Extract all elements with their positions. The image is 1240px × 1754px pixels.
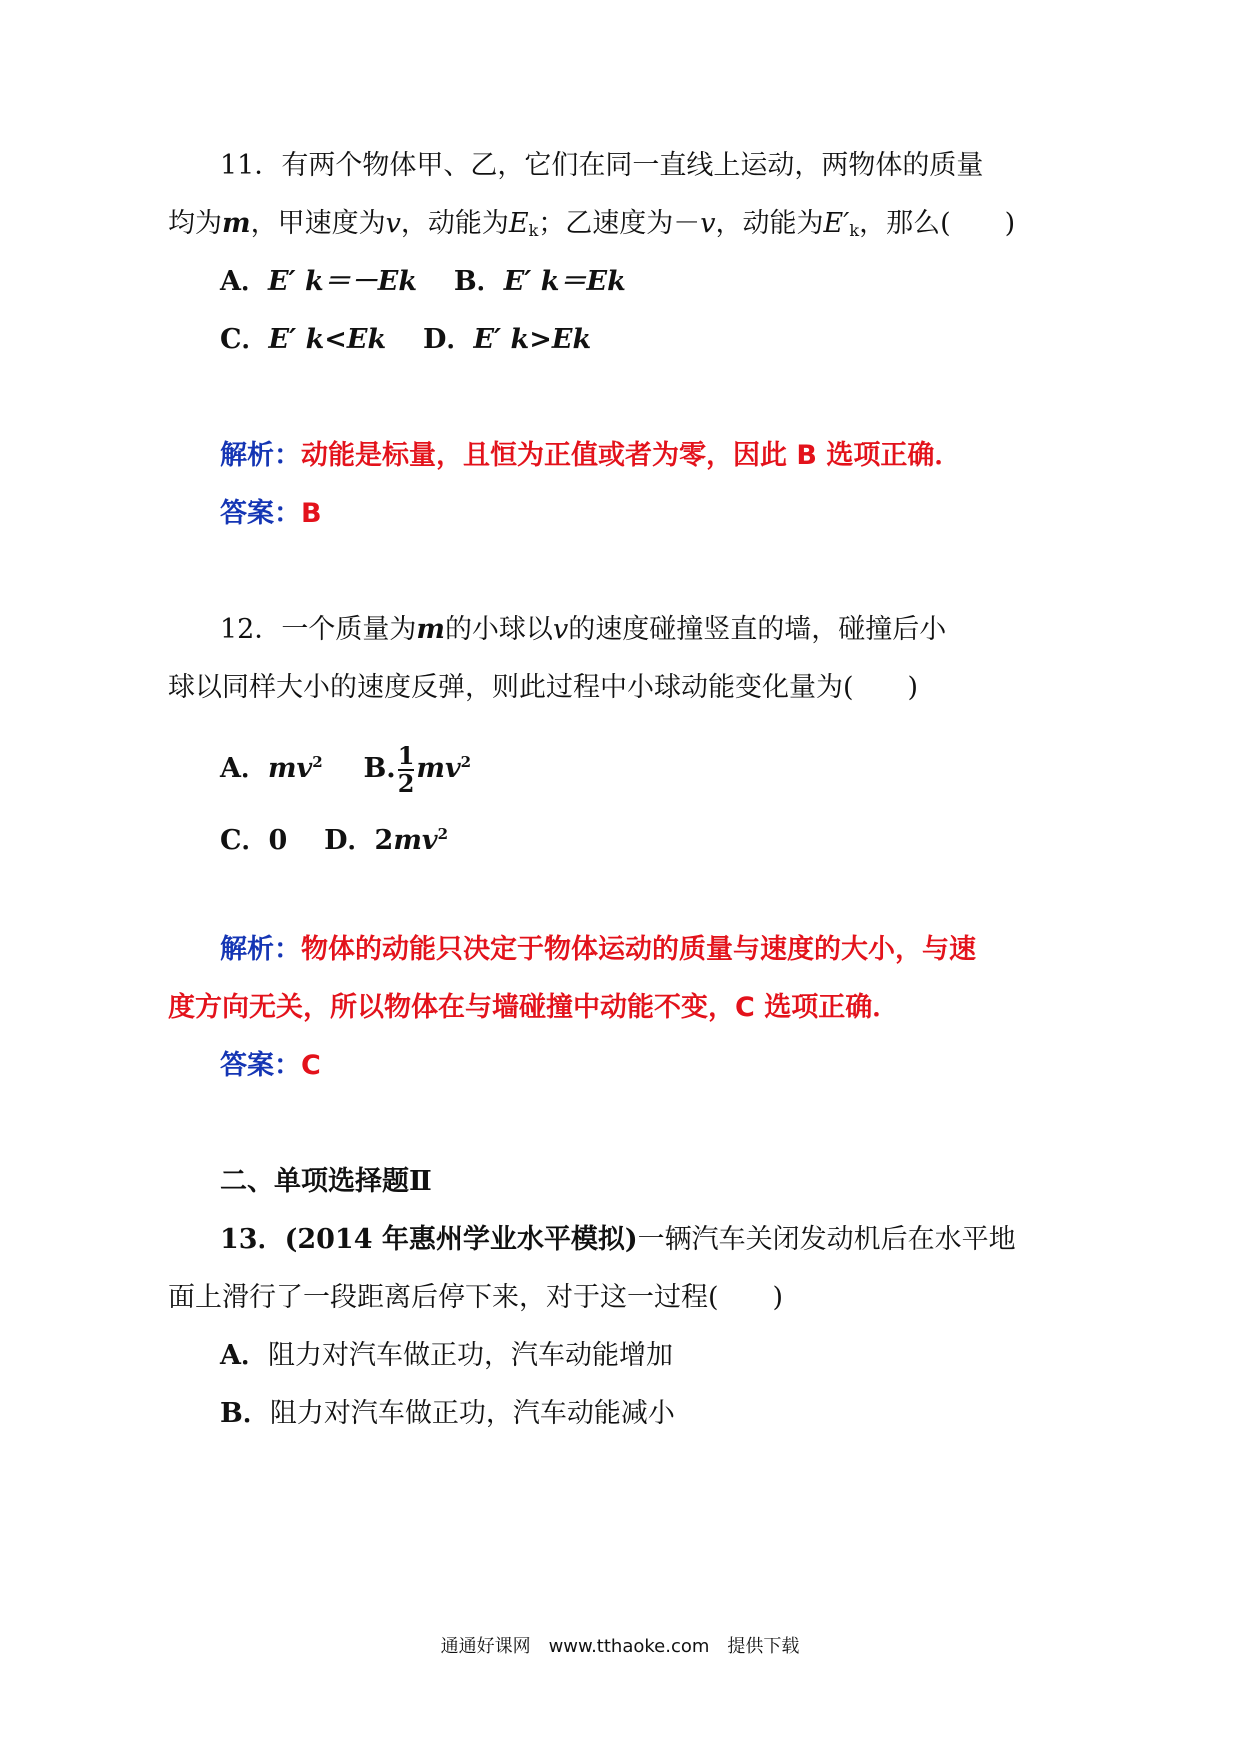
q12-text: 12．一个质量为: [220, 614, 417, 645]
option-d-label: D．: [324, 825, 375, 856]
q12-line2: [168, 668, 918, 708]
fraction-one-half: [397, 740, 415, 798]
option-a-label: A．: [220, 266, 268, 297]
var-E-prime: E′: [823, 208, 850, 239]
answer-label: 答案：: [220, 498, 301, 529]
analysis-label: 解析：: [220, 440, 301, 471]
fraction-denominator: 2: [397, 768, 415, 798]
q12-analysis-line2: [168, 988, 899, 1028]
q12-line1: [220, 610, 946, 650]
answer-value: C: [301, 1050, 321, 1081]
option-a-label: A．: [220, 1340, 268, 1371]
option-b-text: mv: [416, 753, 461, 784]
exponent: 2: [460, 753, 472, 771]
q12-answer: [220, 1046, 321, 1086]
q12-options-cd: [220, 814, 448, 861]
exponent: 2: [312, 753, 323, 771]
q13-source: 13．(2014 年惠州学业水平模拟): [220, 1224, 638, 1255]
exponent: 2: [437, 825, 449, 843]
option-b-label: B．: [453, 266, 504, 297]
q13-line2: [168, 1278, 783, 1318]
option-d-coefficient: 2: [374, 825, 394, 856]
option-d-text: mv: [393, 825, 438, 856]
option-a-text: 阻力对汽车做正功，汽车动能增加: [267, 1340, 673, 1371]
option-a-text: E′ k＝－Ek: [267, 266, 418, 297]
option-a-label: A．: [220, 753, 268, 784]
section-title-text: 二、单项选择题Ⅱ: [220, 1166, 432, 1197]
q11-text: ，那么( ): [859, 208, 1016, 239]
option-b-label: B．: [220, 1398, 270, 1429]
var-E: E: [508, 208, 529, 239]
answer-value: B: [301, 498, 322, 529]
option-c-text: E′ k<Ek: [268, 324, 387, 355]
option-c-label: C．: [220, 324, 269, 355]
var-m: m: [416, 614, 445, 645]
var-v: v: [700, 208, 716, 239]
option-b-text: E′ k＝Ek: [503, 266, 626, 297]
section-title: [220, 1162, 432, 1202]
var-v: v: [552, 614, 569, 645]
q11-options-cd: [220, 320, 591, 360]
analysis-text: 物体的动能只决定于物体运动的质量与速度的大小，与速: [301, 934, 976, 965]
q13-option-a: [220, 1336, 673, 1376]
option-a-text: mv: [267, 753, 313, 784]
q11-text: ，甲速度为: [250, 208, 386, 239]
q11-options-ab: [220, 262, 626, 302]
q11-answer: [220, 494, 322, 534]
var-m: m: [222, 208, 251, 239]
option-b-label: B.: [363, 753, 396, 784]
analysis-label: 解析：: [220, 934, 301, 965]
analysis-text: 动能是标量，且恒为正值或者为零，因此 B 选项正确．: [301, 440, 962, 471]
q12-options-ab: [220, 742, 471, 797]
var-v: v: [385, 208, 401, 239]
q11-text: 均为: [168, 208, 222, 239]
q12-text: 的速度碰撞竖直的墙，碰撞后小: [568, 614, 947, 645]
q11-line2: [168, 204, 1015, 251]
sub-k: k: [849, 221, 860, 240]
q12-text: 球以同样大小的速度反弹，则此过程中小球动能变化量为( ): [168, 672, 919, 703]
option-d-text: E′ k>Ek: [473, 324, 592, 355]
q11-text: ，动能为: [400, 208, 509, 239]
option-c-label: C．: [220, 825, 269, 856]
page-footer: 通通好课网 www.tthaoke.com 提供下载: [440, 1636, 800, 1657]
q11-analysis: [220, 436, 961, 476]
q13-option-b: [220, 1394, 675, 1434]
analysis-text: 度方向无关，所以物体在与墙碰撞中动能不变，C 选项正确．: [168, 992, 900, 1023]
option-b-text: 阻力对汽车做正功，汽车动能减小: [269, 1398, 675, 1429]
q11-stem-text: 11．有两个物体甲、乙，它们在同一直线上运动，两物体的质量: [220, 150, 984, 181]
option-d-label: D．: [423, 324, 474, 355]
q11-line1: [220, 146, 983, 186]
q11-text: ；乙速度为－: [538, 208, 701, 239]
sub-k: k: [528, 221, 539, 240]
q11-text: ，动能为: [715, 208, 824, 239]
answer-label: 答案：: [220, 1050, 301, 1081]
q13-text: 一辆汽车关闭发动机后在水平地: [637, 1224, 1016, 1255]
fraction-numerator: 1: [397, 740, 415, 770]
q13-text: 面上滑行了一段距离后停下来，对于这一过程( ): [168, 1282, 784, 1313]
q12-analysis-line1: [220, 930, 976, 970]
option-c-text: 0: [268, 825, 288, 856]
q12-text: 的小球以: [444, 614, 553, 645]
q13-line1: [220, 1220, 1016, 1260]
